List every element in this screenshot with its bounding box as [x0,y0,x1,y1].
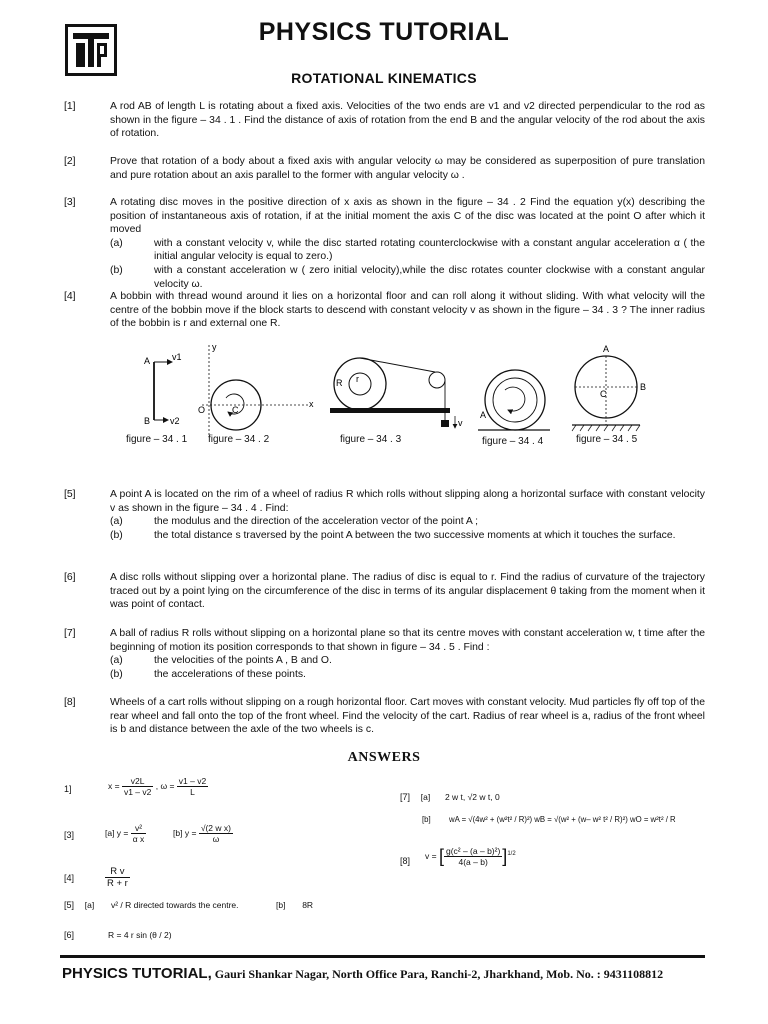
question-number: [4] [64,291,76,302]
part-text: the total distance s traversed by the point A between the two successive moments at which it touches the surface. [154,529,676,541]
label-O: O [198,405,206,415]
answer-denominator: R + r [107,878,128,889]
question-text: A bobbin with thread wound around it lies on a horizontal floor and can roll along it without sliding. With what velocity will the centre of the bobbin move if the block starts to descend with constant velocity v as shown in the figure – 34 . 3 ? The inner radius of the bobbin is r and external one R. [110,291,705,330]
question-number: [5] [64,489,76,500]
answer-denominator: L [190,787,195,797]
figure-34-5 [572,344,646,431]
answer-1-expression [108,776,208,797]
answer-3 [64,830,74,840]
question-number: [8] [64,697,76,708]
part-label: (a) [110,655,123,667]
figure-34-2 [198,342,314,435]
question-part [110,515,705,529]
question-part [110,529,705,543]
answer-denominator: 4(a – b) [458,857,488,867]
label-A: A [480,410,487,420]
answer-lhs: v = [425,850,437,861]
figures-row [110,340,670,455]
label-B: B [144,416,151,426]
part-text: with a constant velocity v, while the disc started rotating counterclockwise with a constant angular acceleration α ( the initial angular velocity is equal to zero.) [154,237,705,263]
question-6 [60,571,705,612]
question-text: A disc rolls without slipping over a horizontal plane. The radius of disc is equal to r. Find the radius of curvature of the trajectory traced out by a point lying on the circumference of the disc in terms of its angular displacement θ taking from the moment when it was point of contact. [110,572,705,611]
label-A: A [144,356,151,366]
answer-part-label: [b] [276,900,286,910]
label-A: A [603,344,610,354]
answer-6-expression: R = 4 r sin (θ / 2) [108,930,172,940]
question-number: [1] [64,101,76,112]
answer-part-a: v² / R directed towards the centre. [110,900,239,910]
label-r: r [356,374,359,384]
answer-part-a: [a] y = [105,827,129,838]
part-label: (b) [110,668,123,680]
question-text: A ball of radius R rolls without slipping on a horizontal plane so that its centre moves with constant acceleration w, t time after the beginning of motion its position corresponds to that shown in figure – 34 . 5 . Find : [110,628,705,653]
question-4 [60,290,705,331]
figure-34-1 [144,352,182,426]
part-label: (a) [110,237,123,249]
question-part [110,668,705,682]
figure-34-4 [478,370,550,430]
answer-4-expression [105,866,130,889]
footer-rule [60,955,705,958]
answer-numerator: v² [131,823,147,834]
figure-caption: figure – 34 . 1 [126,434,188,445]
answer-1 [64,784,72,794]
label-R: R [336,378,343,388]
label-x: x [309,399,314,409]
question-1 [60,100,705,141]
question-number: [2] [64,156,76,167]
question-text: Wheels of a cart rolls without slipping on a rough horizontal floor. Cart moves with constant velocity. Mud particles fly off top of the rear wheel and fall onto the top of the front wheel. Find the velocity of the cart. Radius of rear wheel is a, radius of the front wheel is b and distance between the axle of the two wheels is c. [110,697,705,736]
question-8 [60,696,705,737]
answer-5-b [276,900,313,910]
answer-numerator: R v [105,866,130,878]
page-subtitle: ROTATIONAL KINEMATICS [291,70,477,86]
label-v1: v1 [172,352,182,362]
part-text: with a constant acceleration w ( zero initial velocity),while the disc rotates counter clockwise with a constant angular velocity ω. [154,264,705,290]
answer-part-b: 8R [302,900,314,910]
footer-address: Gauri Shankar Nagar, North Office Para, Ranchi-2, Jharkhand, Mob. No. : 9431108812 [211,967,664,981]
answer-number: [7] [400,792,411,802]
part-label: (b) [110,264,123,276]
answer-8-expression: v = [ $\frac{\text{g(c² – (a – b)²)}}{4(a - b)}$ ]$^{1/2}$ [425,846,516,867]
answer-lhs: , ω = [155,780,175,791]
label-B: B [640,382,647,392]
answer-numerator: g(c² – (a – b)²) [445,846,501,856]
question-2 [60,155,705,182]
question-text: Prove that rotation of a body about a fixed axis with angular velocity ω may be considered as superposition of pure translation and pure rotation about an axis parallel to the former with angular velocity ω . [110,156,705,181]
figure-caption: figure – 34 . 5 [576,434,638,445]
answer-number: [3] [64,830,75,840]
label-y: y [212,342,217,352]
question-part [110,237,705,264]
answer-part-label: [b] [422,815,431,824]
part-text: the velocities of the points A , B and O. [154,655,332,667]
answer-denominator: v1 – v2 [123,787,152,797]
figure-caption: figure – 34 . 3 [340,434,402,445]
answer-part-label: [a] [84,900,95,910]
answer-3-expression [105,823,233,844]
question-part [110,264,705,291]
answer-lhs: x = [108,780,120,791]
answer-number: [5] [64,900,75,910]
footer-brand: PHYSICS TUTORIAL, [62,965,212,982]
answer-denominator: α x [132,834,145,844]
answer-7-b [422,815,676,824]
answer-number: [4] [64,873,75,883]
answer-7 [400,792,500,802]
answer-4 [64,873,74,883]
answer-part-b: [b] y = [173,827,197,838]
label-C: C [232,405,239,415]
answer-number: [6] [64,930,75,940]
question-5 [60,488,705,542]
part-text: the modulus and the direction of the acceleration vector of the point A ; [154,516,479,528]
label-v2: v2 [170,416,180,426]
answer-power: 1/2 [507,850,516,857]
question-text: A rotating disc moves in the positive direction of x axis as shown in the figure – 34 . 2 Find the equation y(x) describing the position of instantaneous axis of rotation, if at the initial moment the axis C of the disc was located at the point O after which it moved [110,197,705,236]
figure-caption: figure – 34 . 4 [482,436,544,447]
figure-34-3 [330,358,463,428]
answer-number: [8] [400,856,411,866]
figure-caption: figure – 34 . 2 [208,434,270,445]
answer-number: 1] [64,784,72,794]
answer-numerator: √(2 w x) [200,823,231,833]
answer-part-a: 2 w t, √2 w t, 0 [444,792,500,802]
footer [62,965,712,982]
question-number: [3] [64,197,76,208]
question-3 [60,196,705,291]
answer-part-b: wA = √(4w² + (w²t² / R)²) wB = √(w² + (w– w² t² / R)²) wO = w²t² / R [449,815,676,824]
page-title: PHYSICS TUTORIAL [258,18,510,46]
question-text: A point A is located on the rim of a wheel of radius R which rolls without slipping along a horizontal surface with constant velocity v as shown in the figure – 34 . 4 . Find: [110,489,705,514]
question-7 [60,627,705,681]
answer-5 [64,900,239,910]
label-v: v [458,418,463,428]
answer-part-label: [a] [420,792,431,802]
part-label: (a) [110,516,123,528]
answers-heading: ANSWERS [347,750,421,765]
question-text: A rod AB of length L is rotating about a fixed axis. Velocities of the two ends are v1 and v2 directed perpendicular to the rod as shown in the figure – 34 . 1 . Find the distance of axis of rotation from the end B and the angular velocity of the rod about the axis of rotation. [110,101,705,140]
part-text: the accelerations of these points. [154,668,306,680]
answer-8 [400,856,410,866]
question-number: [7] [64,628,76,639]
question-number: [6] [64,572,76,583]
label-C: C [600,389,607,399]
answer-6 [64,930,74,940]
answer-denominator: ω [212,834,220,844]
part-label: (b) [110,529,123,541]
answer-numerator: v1 – v2 [178,776,207,786]
question-part [110,654,705,668]
answer-numerator: v2L [122,776,153,787]
